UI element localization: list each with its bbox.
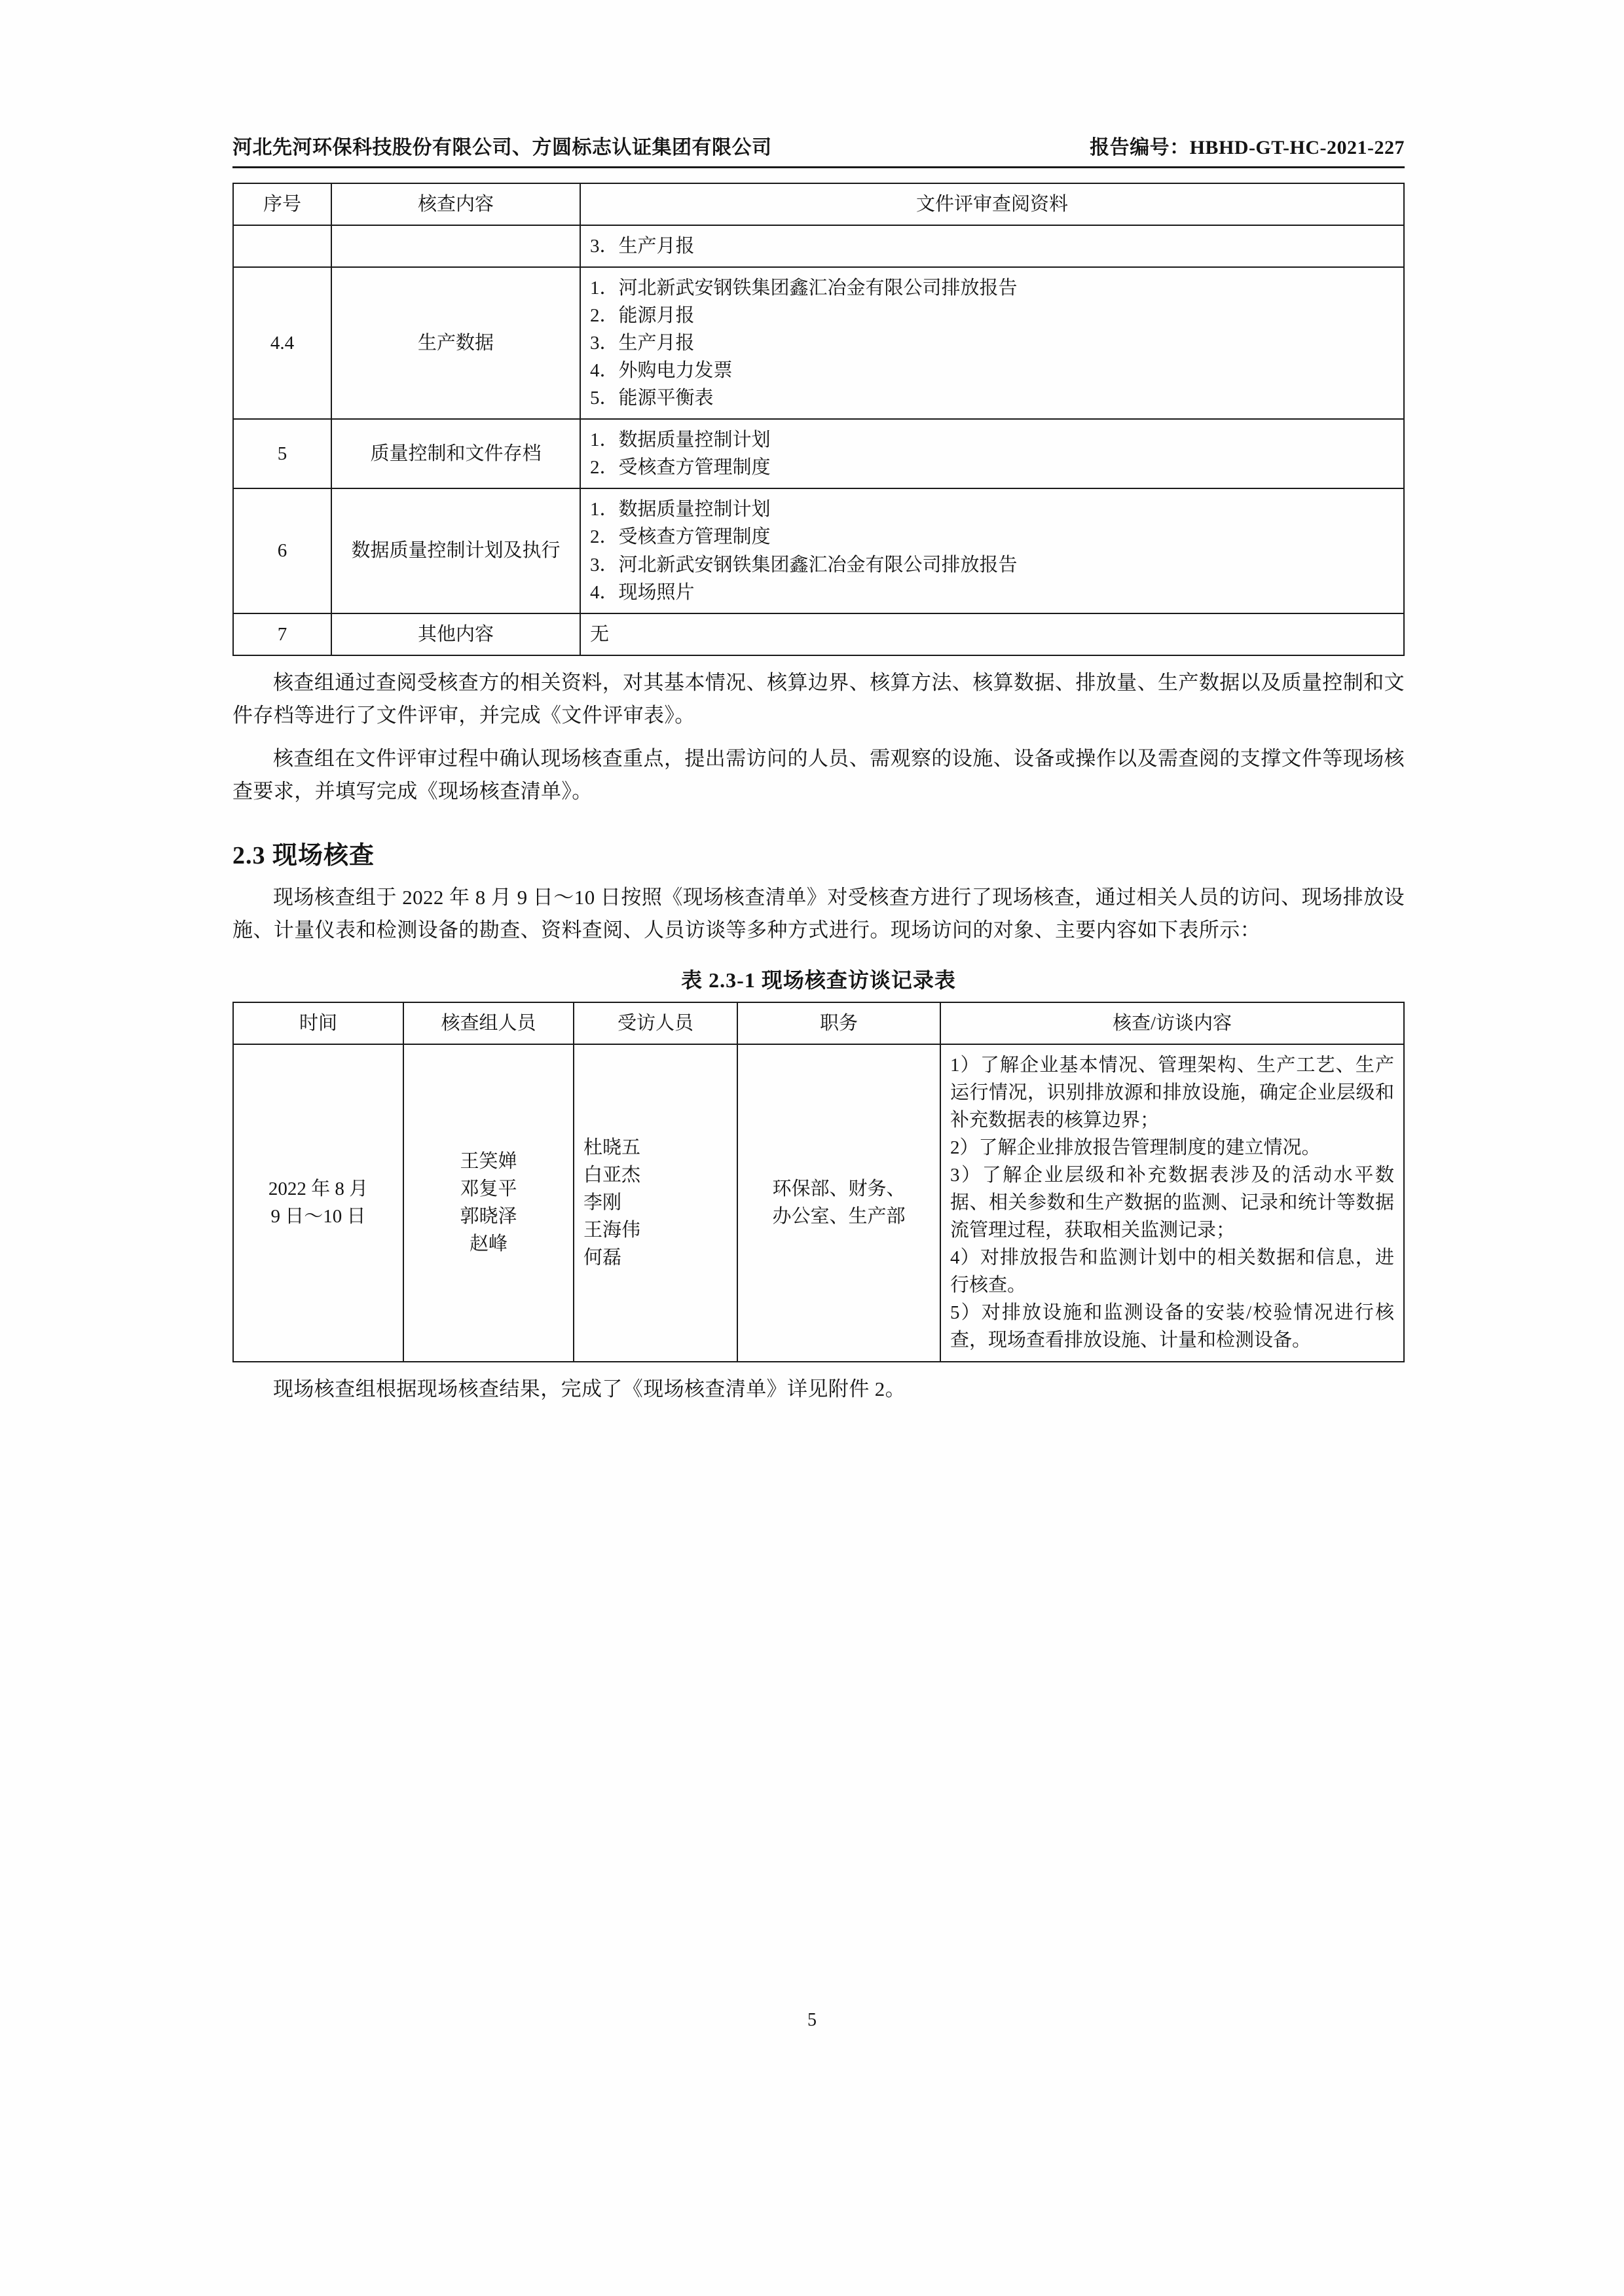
table-row <box>233 613 1404 655</box>
materials-list <box>590 426 1394 481</box>
cell-duty <box>737 1044 940 1362</box>
paragraph-onsite-inspection-detail: 现场核查组于 2022 年 8 月 9 日～10 日按照《现场核查清单》对受核查方进行了现场核查，通过相关人员的访问、现场排放设施、计量仪表和检测设备的勘查、资料查阅、人员访谈等多种方式进行。现场访问的对象、主要内容如下表所示： <box>232 885 1405 941</box>
list-item: 1．数据质量控制计划 <box>590 499 771 520</box>
list-item: 5．能源平衡表 <box>590 388 714 409</box>
cell-no: 7 <box>233 613 331 655</box>
list-item: 3．河北新武安钢铁集团鑫汇冶金有限公司排放报告 <box>590 554 1018 575</box>
page-content <box>232 131 1405 1406</box>
column-header-materials: 文件评审查阅资料 <box>580 183 1404 225</box>
cell-interviewees <box>574 1044 737 1362</box>
paragraph-onsite-result: 现场核查组根据现场核查结果，完成了《现场核查清单》详见附件 2。 <box>273 1377 906 1400</box>
interview-record-table <box>232 1002 1405 1362</box>
interviewee: 何磊 <box>583 1247 622 1269</box>
interviewee: 杜晓五 <box>583 1137 641 1159</box>
section-heading-onsite-inspection <box>232 835 1405 871</box>
cell-content <box>331 225 580 267</box>
report-number-label: 报告编号： <box>1090 137 1190 158</box>
team-member: 赵峰 <box>469 1233 507 1255</box>
table-header-row <box>233 183 1404 225</box>
interviewee: 王海伟 <box>583 1220 641 1241</box>
interview-item: 4）对排放报告和监测计划中的相关数据和信息，进行核查。 <box>950 1247 1394 1296</box>
column-header-no: 序号 <box>233 183 331 225</box>
materials-list <box>590 232 1394 260</box>
cell-no: 5 <box>233 419 331 488</box>
header-company-names: 河北先河环保科技股份有限公司、方圆标志认证集团有限公司 <box>232 137 772 158</box>
table-caption-interview-record: 表 2.3-1 现场核查访谈记录表 <box>681 968 956 992</box>
time-line: 2022 年 8 月 <box>268 1178 369 1200</box>
table-header-row <box>233 1002 1404 1044</box>
list-item: 3．生产月报 <box>590 236 695 257</box>
interview-item: 1）了解企业基本情况、管理架构、生产工艺、生产运行情况，识别排放源和排放设施，确定企业层级和补充数据表的核算边界； <box>950 1055 1394 1131</box>
column-header-content: 核查内容 <box>331 183 580 225</box>
cell-content: 生产数据 <box>331 267 580 419</box>
cell-no: 6 <box>233 488 331 613</box>
cell-materials <box>580 267 1404 419</box>
interview-item: 2）了解企业排放报告管理制度的建立情况。 <box>950 1137 1321 1159</box>
cell-content: 其他内容 <box>331 613 580 655</box>
column-header-time: 时间 <box>233 1002 403 1044</box>
cell-interview-content <box>940 1044 1404 1362</box>
column-header-duty: 职务 <box>737 1002 940 1044</box>
time-line: 9 日～10 日 <box>270 1206 366 1228</box>
section-number: 2.3 <box>232 841 266 869</box>
column-header-interview-content: 核查/访谈内容 <box>940 1002 1404 1044</box>
list-item: 3．生产月报 <box>590 333 695 354</box>
list-item: 2．受核查方管理制度 <box>590 526 771 548</box>
paragraph-document-review-summary: 核查组通过查阅受核查方的相关资料，对其基本情况、核算边界、核算方法、核算数据、排放量、生产数据以及质量控制和文件存档等进行了文件评审，并完成《文件评审表》。 <box>232 670 1405 727</box>
cell-no: 4.4 <box>233 267 331 419</box>
cell-team-members <box>403 1044 574 1362</box>
table-row <box>233 419 1404 488</box>
table-row <box>233 225 1404 267</box>
list-item: 无 <box>590 623 610 645</box>
page-number: 5 <box>807 2010 817 2030</box>
team-member: 邓复平 <box>460 1178 517 1200</box>
cell-content: 质量控制和文件存档 <box>331 419 580 488</box>
interviewee: 李刚 <box>583 1192 622 1214</box>
cell-content: 数据质量控制计划及执行 <box>331 488 580 613</box>
cell-materials <box>580 488 1404 613</box>
interviewee: 白亚杰 <box>583 1165 641 1186</box>
list-item: 1．河北新武安钢铁集团鑫汇冶金有限公司排放报告 <box>590 278 1018 299</box>
document-header <box>232 131 1405 168</box>
list-item: 4．现场照片 <box>590 581 695 603</box>
cell-time <box>233 1044 403 1362</box>
cell-no <box>233 225 331 267</box>
cell-materials <box>580 225 1404 267</box>
cell-materials <box>580 419 1404 488</box>
team-member: 王笑婵 <box>460 1151 517 1173</box>
cell-materials <box>580 613 1404 655</box>
header-report-number <box>1090 131 1405 160</box>
document-review-table <box>232 183 1405 656</box>
materials-list <box>590 621 1394 648</box>
paragraph-onsite-requirements: 核查组在文件评审过程中确认现场核查重点，提出需访问的人员、需观察的设施、设备或操作以及需查阅的支撑文件等现场核查要求，并填写完成《现场核查清单》。 <box>232 747 1405 803</box>
interview-item: 3）了解企业层级和补充数据表涉及的活动水平数据、相关参数和生产数据的监测、记录和统计等数据流管理过程，获取相关监测记录； <box>950 1165 1394 1241</box>
materials-list <box>590 496 1394 606</box>
team-member: 郭晓泽 <box>460 1206 517 1228</box>
column-header-team: 核查组人员 <box>403 1002 574 1044</box>
list-item: 2．能源月报 <box>590 305 695 327</box>
duty-line: 办公室、生产部 <box>772 1206 906 1228</box>
materials-list <box>590 274 1394 412</box>
section-title: 现场核查 <box>272 841 375 869</box>
list-item: 4．外购电力发票 <box>590 360 733 382</box>
column-header-interviewees: 受访人员 <box>574 1002 737 1044</box>
interview-item: 5）对排放设施和监测设备的安装/校验情况进行核查，现场查看排放设施、计量和检测设备。 <box>950 1302 1394 1351</box>
duty-line: 环保部、财务、 <box>772 1178 906 1200</box>
list-item: 1．数据质量控制计划 <box>590 429 771 451</box>
table-row <box>233 488 1404 613</box>
table-row <box>233 1044 1404 1362</box>
table-row <box>233 267 1404 419</box>
report-number-value: HBHD-GT-HC-2021-227 <box>1189 137 1405 158</box>
list-item: 2．受核查方管理制度 <box>590 457 771 479</box>
